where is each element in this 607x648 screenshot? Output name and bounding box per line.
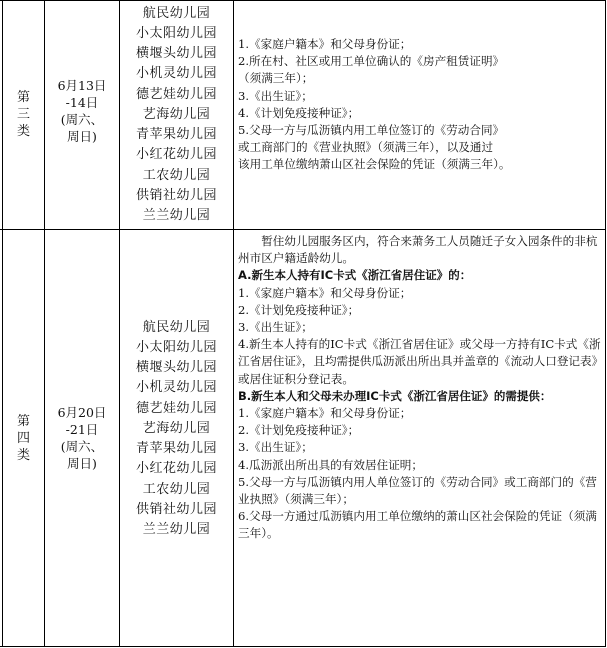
school-name: 航民幼儿园 [142,319,211,335]
date-cell [45,0,119,229]
school-name: 工农幼儿园 [142,481,211,497]
school-name: 小红花幼儿园 [135,147,217,163]
requirement-line: 2.所在村、社区或用工单位确认的《房产租赁证明》 [238,54,505,69]
requirements-cell [238,36,604,174]
school-name: 兰兰幼儿园 [142,521,211,537]
requirement-line: 3.《出生证》； [238,88,313,103]
school-name: 青苹果幼儿园 [135,441,217,457]
school-name: 艺海幼儿园 [142,420,211,436]
section-b-title: B.新生本人和父母未办理IC卡式《浙江省居住证》的需提供： [238,388,552,403]
requirement-line: 该用工单位缴纳萧山区社会保险的凭证（须满三年）。 [238,157,511,172]
school-name: 小红花幼儿园 [135,461,217,477]
category-char: 三 [16,107,30,122]
date-line: -14日 [65,94,99,110]
category-char: 四 [16,430,30,446]
date-line: -21日 [65,422,99,437]
date-line: 6月13日 [57,77,107,93]
category-char: 类 [16,447,30,463]
school-name: 供销社幼儿园 [135,187,217,203]
school-name: 小机灵幼儿园 [135,380,217,396]
table-border-right [605,0,606,647]
school-name: 青苹果幼儿园 [135,127,217,143]
section-a-title: A.新生本人持有IC卡式《浙江省居住证》的： [238,268,472,283]
requirement-line: 2.《计划免疫接种证》； [238,302,360,317]
requirement-line: 6.父母一方通过瓜沥镇内用工单位缴纳的萧山区社会保险的凭证（须满三年）。 [238,509,597,541]
date-line: 6月20日 [57,405,107,420]
date-line: (周六、 [60,111,104,127]
school-name: 工农幼儿园 [142,167,211,183]
date-line: 周日) [67,456,97,471]
school-name: 小太阳幼儿园 [135,26,217,42]
school-name: 航民幼儿园 [142,5,211,21]
school-name: 艺海幼儿园 [142,106,211,122]
requirement-line: 4.瓜沥派出所出具的有效居住证明； [238,457,423,472]
requirement-line: 1.《家庭户籍本》和父母身份证； [238,285,412,300]
date-line: 周日) [67,128,97,144]
school-name: 德艺娃幼儿园 [135,86,217,102]
schools-cell [120,316,233,542]
requirement-line: 2.《计划免疫接种证》； [238,423,360,438]
column-divider [233,0,234,647]
schools-cell [120,2,233,228]
school-name: 德艺娃幼儿园 [135,400,217,416]
category-cell [3,0,44,229]
requirement-line: 3.《出生证》； [238,320,313,335]
requirement-line: 1.《家庭户籍本》和父母身份证； [238,37,412,51]
requirement-line: 4.新生本人持有的IC卡式《浙江省居住证》或父母一方持有IC卡式《浙江省居住证》，且均需提供瓜沥派出所出具并盖章的《流动人口登记表》或居住证积分登记表。 [238,337,601,386]
school-name: 横堰头幼儿园 [135,46,217,62]
category-char: 类 [16,124,30,139]
school-name: 兰兰幼儿园 [142,207,211,223]
school-name: 供销社幼儿园 [135,501,217,517]
requirement-line: （须满三年）； [238,71,314,86]
date-cell [45,230,119,646]
table-border-bottom [0,646,606,647]
date-line: (周六、 [60,439,104,454]
requirement-line: 5.父母一方与瓜沥镇内用人单位签订的《劳动合同》或工商部门的《营业执照》（须满三年）； [238,474,597,507]
requirement-line: 3.《出生证》； [238,440,313,455]
category-cell [3,230,44,646]
requirement-line: 1.《家庭户籍本》和父母身份证； [238,406,412,421]
category-char: 第 [16,90,30,105]
school-name: 小太阳幼儿园 [135,340,217,356]
school-name: 小机灵幼儿园 [135,66,217,82]
requirement-line: 5.父母一方与瓜沥镇内用工单位签订的《劳动合同》 [238,123,505,138]
requirement-line: 4.《计划免疫接种证》； [238,105,360,120]
category-char: 第 [16,413,30,429]
requirement-intro: 暂住幼儿园服务区内，符合来萧务工人员随迁子女入园条件的非杭州市区户籍适龄幼儿。 [238,234,598,266]
requirement-line: 或工商部门的《营业执照》（须满三年），以及通过 [238,140,494,155]
school-name: 横堰头幼儿园 [135,360,217,376]
requirements-cell [238,233,602,543]
